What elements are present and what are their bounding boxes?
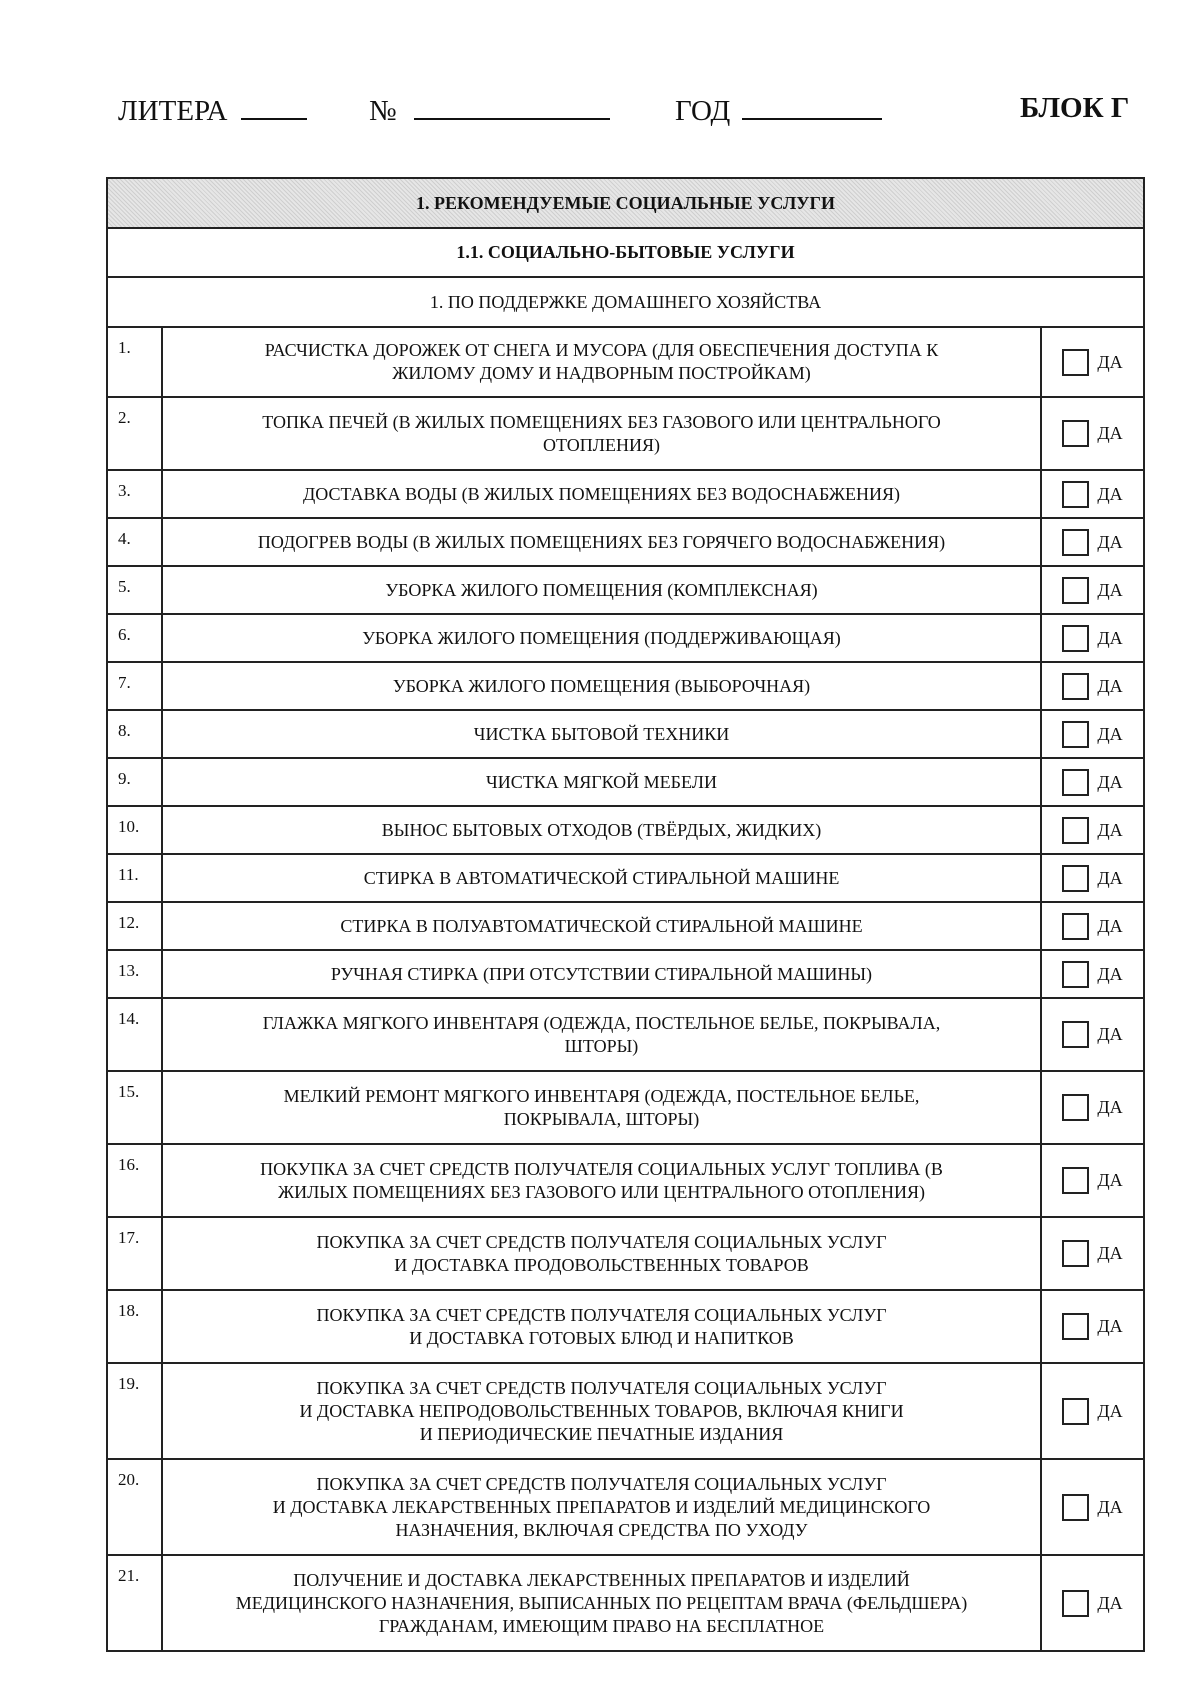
yes-checkbox[interactable] bbox=[1062, 769, 1089, 796]
yes-option[interactable] bbox=[1042, 328, 1143, 396]
service-number: 19. bbox=[108, 1364, 163, 1458]
yes-label: ДА bbox=[1097, 627, 1123, 648]
number-label: № bbox=[369, 95, 397, 127]
service-row bbox=[108, 471, 1143, 519]
service-row bbox=[108, 759, 1143, 807]
yes-checkbox[interactable] bbox=[1062, 349, 1089, 376]
yes-checkbox[interactable] bbox=[1062, 721, 1089, 748]
yes-option[interactable] bbox=[1042, 1556, 1143, 1650]
yes-option[interactable] bbox=[1042, 519, 1143, 565]
service-description: ТОПКА ПЕЧЕЙ (В ЖИЛЫХ ПОМЕЩЕНИЯХ БЕЗ ГАЗОВОГО ИЛИ ЦЕНТРАЛЬНОГО ОТОПЛЕНИЯ) bbox=[163, 398, 1042, 469]
yes-label: ДА bbox=[1097, 483, 1123, 504]
yes-label: ДА bbox=[1097, 531, 1123, 552]
service-description: УБОРКА ЖИЛОГО ПОМЕЩЕНИЯ (ВЫБОРОЧНАЯ) bbox=[163, 663, 1042, 709]
service-number: 11. bbox=[108, 855, 163, 901]
form-header bbox=[0, 92, 1200, 144]
yes-checkbox[interactable] bbox=[1062, 529, 1089, 556]
service-number: 1. bbox=[108, 328, 163, 396]
service-number: 6. bbox=[108, 615, 163, 661]
yes-label: ДА bbox=[1097, 1024, 1123, 1044]
service-description: ПОДОГРЕВ ВОДЫ (В ЖИЛЫХ ПОМЕЩЕНИЯХ БЕЗ ГОРЯЧЕГО ВОДОСНАБЖЕНИЯ) bbox=[163, 519, 1042, 565]
service-row bbox=[108, 711, 1143, 759]
service-row bbox=[108, 328, 1143, 398]
yes-option[interactable] bbox=[1042, 1072, 1143, 1143]
service-description: ПОКУПКА ЗА СЧЕТ СРЕДСТВ ПОЛУЧАТЕЛЯ СОЦИАЛЬНЫХ УСЛУГ ТОПЛИВА (В ЖИЛЫХ ПОМЕЩЕНИЯХ БЕЗ ГАЗОВОГО ИЛИ ЦЕНТРАЛЬНОГО ОТОПЛЕНИЯ) bbox=[163, 1145, 1042, 1216]
year-label: ГОД bbox=[675, 95, 731, 127]
service-row bbox=[108, 1556, 1143, 1650]
yes-option[interactable] bbox=[1042, 398, 1143, 469]
yes-option[interactable] bbox=[1042, 903, 1143, 949]
yes-checkbox[interactable] bbox=[1062, 865, 1089, 892]
service-number: 17. bbox=[108, 1218, 163, 1289]
service-description: ЧИСТКА БЫТОВОЙ ТЕХНИКИ bbox=[163, 711, 1042, 757]
yes-option[interactable] bbox=[1042, 855, 1143, 901]
service-row bbox=[108, 1145, 1143, 1218]
yes-checkbox[interactable] bbox=[1062, 1094, 1089, 1121]
service-description: РАСЧИСТКА ДОРОЖЕК ОТ СНЕГА И МУСОРА (ДЛЯ ОБЕСПЕЧЕНИЯ ДОСТУПА К ЖИЛОМУ ДОМУ И НАДВОРНЫМ ПОСТРОЙКАМ) bbox=[163, 328, 1042, 396]
litera-field[interactable] bbox=[118, 92, 307, 128]
yes-label: ДА bbox=[1097, 1097, 1123, 1117]
service-number: 3. bbox=[108, 471, 163, 517]
yes-checkbox[interactable] bbox=[1062, 481, 1089, 508]
service-row bbox=[108, 855, 1143, 903]
service-number: 8. bbox=[108, 711, 163, 757]
service-row bbox=[108, 807, 1143, 855]
yes-label: ДА bbox=[1097, 1170, 1123, 1190]
service-number: 5. bbox=[108, 567, 163, 613]
service-description: ПОЛУЧЕНИЕ И ДОСТАВКА ЛЕКАРСТВЕННЫХ ПРЕПАРАТОВ И ИЗДЕЛИЙ МЕДИЦИНСКОГО НАЗНАЧЕНИЯ, ВЫПИСАННЫХ ПО РЕЦЕПТАМ ВРАЧА (ФЕЛЬДШЕРА) ГРАЖДАНАМ, ИМЕЮЩИМ ПРАВО НА БЕСПЛАТНОЕ bbox=[163, 1556, 1042, 1650]
yes-option[interactable] bbox=[1042, 615, 1143, 661]
service-row bbox=[108, 1460, 1143, 1556]
yes-label: ДА bbox=[1097, 867, 1123, 888]
service-row bbox=[108, 1364, 1143, 1460]
service-description: ПОКУПКА ЗА СЧЕТ СРЕДСТВ ПОЛУЧАТЕЛЯ СОЦИАЛЬНЫХ УСЛУГ И ДОСТАВКА ПРОДОВОЛЬСТВЕННЫХ ТОВАРОВ bbox=[163, 1218, 1042, 1289]
yes-checkbox[interactable] bbox=[1062, 1240, 1089, 1267]
service-row bbox=[108, 999, 1143, 1072]
service-description: ЧИСТКА МЯГКОЙ МЕБЕЛИ bbox=[163, 759, 1042, 805]
yes-label: ДА bbox=[1097, 963, 1123, 984]
service-number: 21. bbox=[108, 1556, 163, 1650]
yes-checkbox[interactable] bbox=[1062, 817, 1089, 844]
service-row bbox=[108, 567, 1143, 615]
service-row bbox=[108, 1218, 1143, 1291]
service-row bbox=[108, 1072, 1143, 1145]
yes-checkbox[interactable] bbox=[1062, 577, 1089, 604]
year-field[interactable] bbox=[675, 92, 882, 128]
section-title: 1. РЕКОМЕНДУЕМЫЕ СОЦИАЛЬНЫЕ УСЛУГИ bbox=[108, 179, 1143, 229]
service-description: МЕЛКИЙ РЕМОНТ МЯГКОГО ИНВЕНТАРЯ (ОДЕЖДА, ПОСТЕЛЬНОЕ БЕЛЬЕ, ПОКРЫВАЛА, ШТОРЫ) bbox=[163, 1072, 1042, 1143]
service-description: УБОРКА ЖИЛОГО ПОМЕЩЕНИЯ (КОМПЛЕКСНАЯ) bbox=[163, 567, 1042, 613]
yes-checkbox[interactable] bbox=[1062, 1313, 1089, 1340]
yes-option[interactable] bbox=[1042, 1364, 1143, 1458]
yes-label: ДА bbox=[1097, 819, 1123, 840]
service-description: УБОРКА ЖИЛОГО ПОМЕЩЕНИЯ (ПОДДЕРЖИВАЮЩАЯ) bbox=[163, 615, 1042, 661]
service-row bbox=[108, 519, 1143, 567]
yes-option[interactable] bbox=[1042, 759, 1143, 805]
service-description: ПОКУПКА ЗА СЧЕТ СРЕДСТВ ПОЛУЧАТЕЛЯ СОЦИАЛЬНЫХ УСЛУГ И ДОСТАВКА НЕПРОДОВОЛЬСТВЕННЫХ ТОВАРОВ, ВКЛЮЧАЯ КНИГИ И ПЕРИОДИЧЕСКИЕ ПЕЧАТНЫЕ ИЗДАНИЯ bbox=[163, 1364, 1042, 1458]
yes-checkbox[interactable] bbox=[1062, 673, 1089, 700]
yes-checkbox[interactable] bbox=[1062, 913, 1089, 940]
service-number: 15. bbox=[108, 1072, 163, 1143]
yes-label: ДА bbox=[1097, 1243, 1123, 1263]
category-title: 1. ПО ПОДДЕРЖКЕ ДОМАШНЕГО ХОЗЯЙСТВА bbox=[108, 278, 1143, 328]
service-description: ДОСТАВКА ВОДЫ (В ЖИЛЫХ ПОМЕЩЕНИЯХ БЕЗ ВОДОСНАБЖЕНИЯ) bbox=[163, 471, 1042, 517]
yes-option[interactable] bbox=[1042, 471, 1143, 517]
yes-label: ДА bbox=[1097, 675, 1123, 696]
service-description: ПОКУПКА ЗА СЧЕТ СРЕДСТВ ПОЛУЧАТЕЛЯ СОЦИАЛЬНЫХ УСЛУГ И ДОСТАВКА ГОТОВЫХ БЛЮД И НАПИТКОВ bbox=[163, 1291, 1042, 1362]
service-number: 2. bbox=[108, 398, 163, 469]
service-row bbox=[108, 398, 1143, 471]
service-number: 9. bbox=[108, 759, 163, 805]
yes-label: ДА bbox=[1097, 723, 1123, 744]
number-field[interactable] bbox=[369, 92, 610, 128]
yes-label: ДА bbox=[1097, 351, 1123, 372]
service-number: 14. bbox=[108, 999, 163, 1070]
yes-option[interactable] bbox=[1042, 1218, 1143, 1289]
service-description: РУЧНАЯ СТИРКА (ПРИ ОТСУТСТВИИ СТИРАЛЬНОЙ МАШИНЫ) bbox=[163, 951, 1042, 997]
yes-label: ДА bbox=[1097, 1316, 1123, 1336]
yes-checkbox[interactable] bbox=[1062, 420, 1089, 447]
service-number: 13. bbox=[108, 951, 163, 997]
yes-label: ДА bbox=[1097, 1400, 1123, 1421]
subsection-title: 1.1. СОЦИАЛЬНО-БЫТОВЫЕ УСЛУГИ bbox=[108, 229, 1143, 278]
service-description: ВЫНОС БЫТОВЫХ ОТХОДОВ (ТВЁРДЫХ, ЖИДКИХ) bbox=[163, 807, 1042, 853]
yes-checkbox[interactable] bbox=[1062, 1494, 1089, 1521]
service-number: 4. bbox=[108, 519, 163, 565]
service-row bbox=[108, 1291, 1143, 1364]
yes-checkbox[interactable] bbox=[1062, 1398, 1089, 1425]
service-row bbox=[108, 903, 1143, 951]
yes-label: ДА bbox=[1097, 423, 1123, 443]
litera-label: ЛИТЕРА bbox=[118, 95, 228, 127]
service-description: СТИРКА В АВТОМАТИЧЕСКОЙ СТИРАЛЬНОЙ МАШИНЕ bbox=[163, 855, 1042, 901]
yes-option[interactable] bbox=[1042, 1460, 1143, 1554]
service-description: ПОКУПКА ЗА СЧЕТ СРЕДСТВ ПОЛУЧАТЕЛЯ СОЦИАЛЬНЫХ УСЛУГ И ДОСТАВКА ЛЕКАРСТВЕННЫХ ПРЕПАРАТОВ И ИЗДЕЛИЙ МЕДИЦИНСКОГО НАЗНАЧЕНИЯ, ВКЛЮЧАЯ СРЕДСТВА ПО УХОДУ bbox=[163, 1460, 1042, 1554]
yes-option[interactable] bbox=[1042, 1145, 1143, 1216]
yes-checkbox[interactable] bbox=[1062, 961, 1089, 988]
yes-option[interactable] bbox=[1042, 567, 1143, 613]
service-number: 20. bbox=[108, 1460, 163, 1554]
yes-checkbox[interactable] bbox=[1062, 1167, 1089, 1194]
yes-label: ДА bbox=[1097, 579, 1123, 600]
service-list bbox=[108, 328, 1143, 1650]
service-description: ГЛАЖКА МЯГКОГО ИНВЕНТАРЯ (ОДЕЖДА, ПОСТЕЛЬНОЕ БЕЛЬЕ, ПОКРЫВАЛА, ШТОРЫ) bbox=[163, 999, 1042, 1070]
service-number: 12. bbox=[108, 903, 163, 949]
yes-option[interactable] bbox=[1042, 807, 1143, 853]
yes-checkbox[interactable] bbox=[1062, 625, 1089, 652]
service-description: СТИРКА В ПОЛУАВТОМАТИЧЕСКОЙ СТИРАЛЬНОЙ МАШИНЕ bbox=[163, 903, 1042, 949]
service-number: 18. bbox=[108, 1291, 163, 1362]
yes-label: ДА bbox=[1097, 771, 1123, 792]
service-row bbox=[108, 951, 1143, 999]
yes-label: ДА bbox=[1097, 915, 1123, 936]
yes-option[interactable] bbox=[1042, 1291, 1143, 1362]
service-number: 7. bbox=[108, 663, 163, 709]
yes-checkbox[interactable] bbox=[1062, 1590, 1089, 1617]
service-number: 10. bbox=[108, 807, 163, 853]
litera-blank[interactable] bbox=[241, 92, 307, 120]
yes-label: ДА bbox=[1097, 1592, 1123, 1613]
service-row bbox=[108, 615, 1143, 663]
year-blank[interactable] bbox=[742, 92, 882, 120]
service-row bbox=[108, 663, 1143, 711]
number-blank[interactable] bbox=[414, 92, 610, 120]
service-number: 16. bbox=[108, 1145, 163, 1216]
services-form bbox=[106, 177, 1145, 1652]
block-label: БЛОК Г bbox=[1020, 92, 1130, 124]
yes-option[interactable] bbox=[1042, 663, 1143, 709]
yes-label: ДА bbox=[1097, 1496, 1123, 1517]
yes-checkbox[interactable] bbox=[1062, 1021, 1089, 1048]
yes-option[interactable] bbox=[1042, 711, 1143, 757]
yes-option[interactable] bbox=[1042, 999, 1143, 1070]
yes-option[interactable] bbox=[1042, 951, 1143, 997]
